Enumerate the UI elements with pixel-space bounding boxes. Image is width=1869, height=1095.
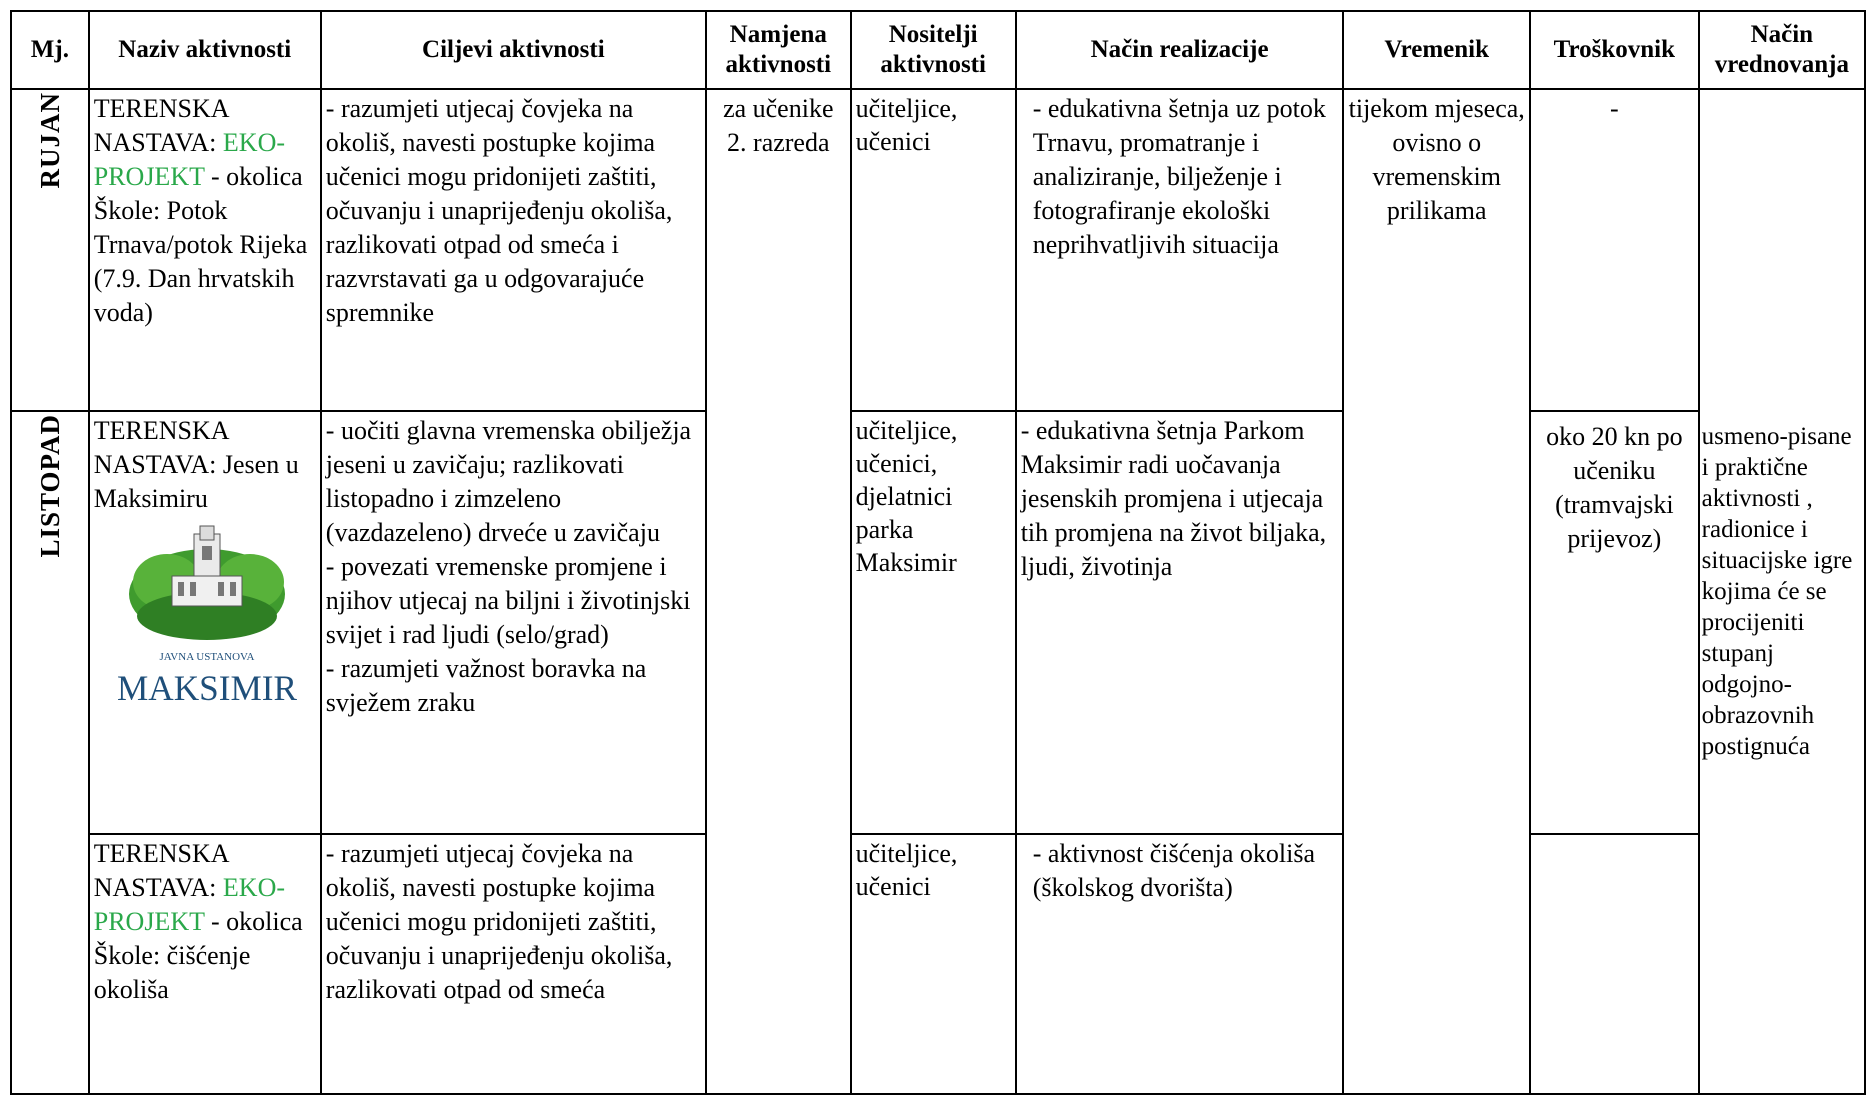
holders-cell: učiteljice, učenici (851, 89, 1016, 411)
goals-cell: - razumjeti utjecaj čovjeka na okoliš, navesti postupke kojima učenici mogu pridonijeti zaštiti, očuvanju i unaprijeđenju okoliša, razlikovati otpad od smeća (321, 834, 706, 1094)
activity-name-cell (89, 89, 321, 411)
goal-item: - razumjeti važnost boravka na svježem zraku (325, 654, 647, 717)
maksimir-logo-icon (112, 524, 302, 724)
activity-name: TERENSKA NASTAVA: (93, 839, 229, 902)
eko-project-label: EKO-PROJEKT (93, 128, 285, 191)
timeline-cell: tijekom mjeseca, ovisno o vremenskim prilikama (1343, 89, 1530, 1094)
header-row (11, 11, 1865, 89)
logo-small-text: JAVNA USTANOVA (159, 651, 255, 663)
goals-cell (321, 411, 706, 834)
header-cost: Troškovnik (1530, 11, 1699, 89)
month-label: RUJAN (34, 92, 65, 189)
header-purpose: Namjena aktivnosti (706, 11, 851, 89)
activity-name: TERENSKA NASTAVA: Jesen u Maksimiru (93, 416, 299, 513)
activity-name-cell (89, 411, 321, 834)
activity-name-cell (89, 834, 321, 1094)
logo-big-text: MAKSIMIR (116, 668, 297, 708)
activity-plan-table (10, 10, 1866, 1095)
month-cell-listopad (11, 411, 89, 1094)
holders-cell: učiteljice, učenici, djelatnici parka Maksimir (851, 411, 1016, 834)
header-evaluation: Način vrednovanja (1699, 11, 1865, 89)
table-row (11, 411, 1865, 834)
goal-item: - uočiti glavna vremenska obilježja jeseni u zavičaju; razlikovati listopadno i zimzeleno (vazdazeleno) drveće u zavičaju (325, 416, 692, 547)
purpose-cell: za učenike 2. razreda (706, 89, 851, 1094)
month-label: LISTOPAD (34, 414, 65, 558)
realization-cell: - aktivnost čišćenja okoliša (školskog dvorišta) (1016, 834, 1344, 1094)
header-holders: Nositelji aktivnosti (851, 11, 1016, 89)
header-month: Mj. (11, 11, 89, 89)
goals-cell: - razumjeti utjecaj čovjeka na okoliš, navesti postupke kojima učenici mogu pridonijeti zaštiti, očuvanju i unaprijeđenju okoliša, razlikovati otpad od smeća i razvrstavati ga u odgovarajuće spremnike (321, 89, 706, 411)
header-name: Naziv aktivnosti (89, 11, 321, 89)
header-realization: Način realizacije (1016, 11, 1344, 89)
header-goals: Ciljevi aktivnosti (321, 11, 706, 89)
header-timeline: Vremenik (1343, 11, 1530, 89)
activity-location: - okolica Škole: Potok Trnava/potok Rijeka (7.9. Dan hrvatskih voda) (93, 162, 308, 327)
holders-cell: učiteljice, učenici (851, 834, 1016, 1094)
maksimir-logo (112, 524, 302, 724)
month-cell-rujan (11, 89, 89, 411)
cost-cell: - (1530, 89, 1699, 411)
cost-cell-empty (1530, 834, 1699, 1094)
table-row (11, 834, 1865, 1094)
realization-cell: - edukativna šetnja Parkom Maksimir radi uočavanja jesenskih promjena i utjecaja tih promjena na život biljaka, ljudi, životinja (1016, 411, 1344, 834)
realization-cell: - edukativna šetnja uz potok Trnavu, promatranje i analiziranje, bilježenje i fotografiranje ekološki neprihvatljivih situacija (1016, 89, 1344, 411)
eko-project-label: EKO-PROJEKT (93, 873, 285, 936)
evaluation-cell: usmeno-pisane i praktične aktivnosti , radionice i situacijske igre kojima će se procijeniti stupanj odgojno-obrazovnih postignuća (1699, 89, 1865, 1094)
goal-item: - povezati vremenske promjene i njihov utjecaj na biljni i životinjski svijet i rad ljudi (selo/grad) (325, 552, 691, 649)
activity-location: - okolica Škole: čišćenje okoliša (93, 907, 303, 1004)
activity-name: TERENSKA NASTAVA: (93, 94, 229, 157)
table-row (11, 89, 1865, 411)
cost-cell: oko 20 kn po učeniku (tramvajski prijevoz) (1530, 411, 1699, 834)
